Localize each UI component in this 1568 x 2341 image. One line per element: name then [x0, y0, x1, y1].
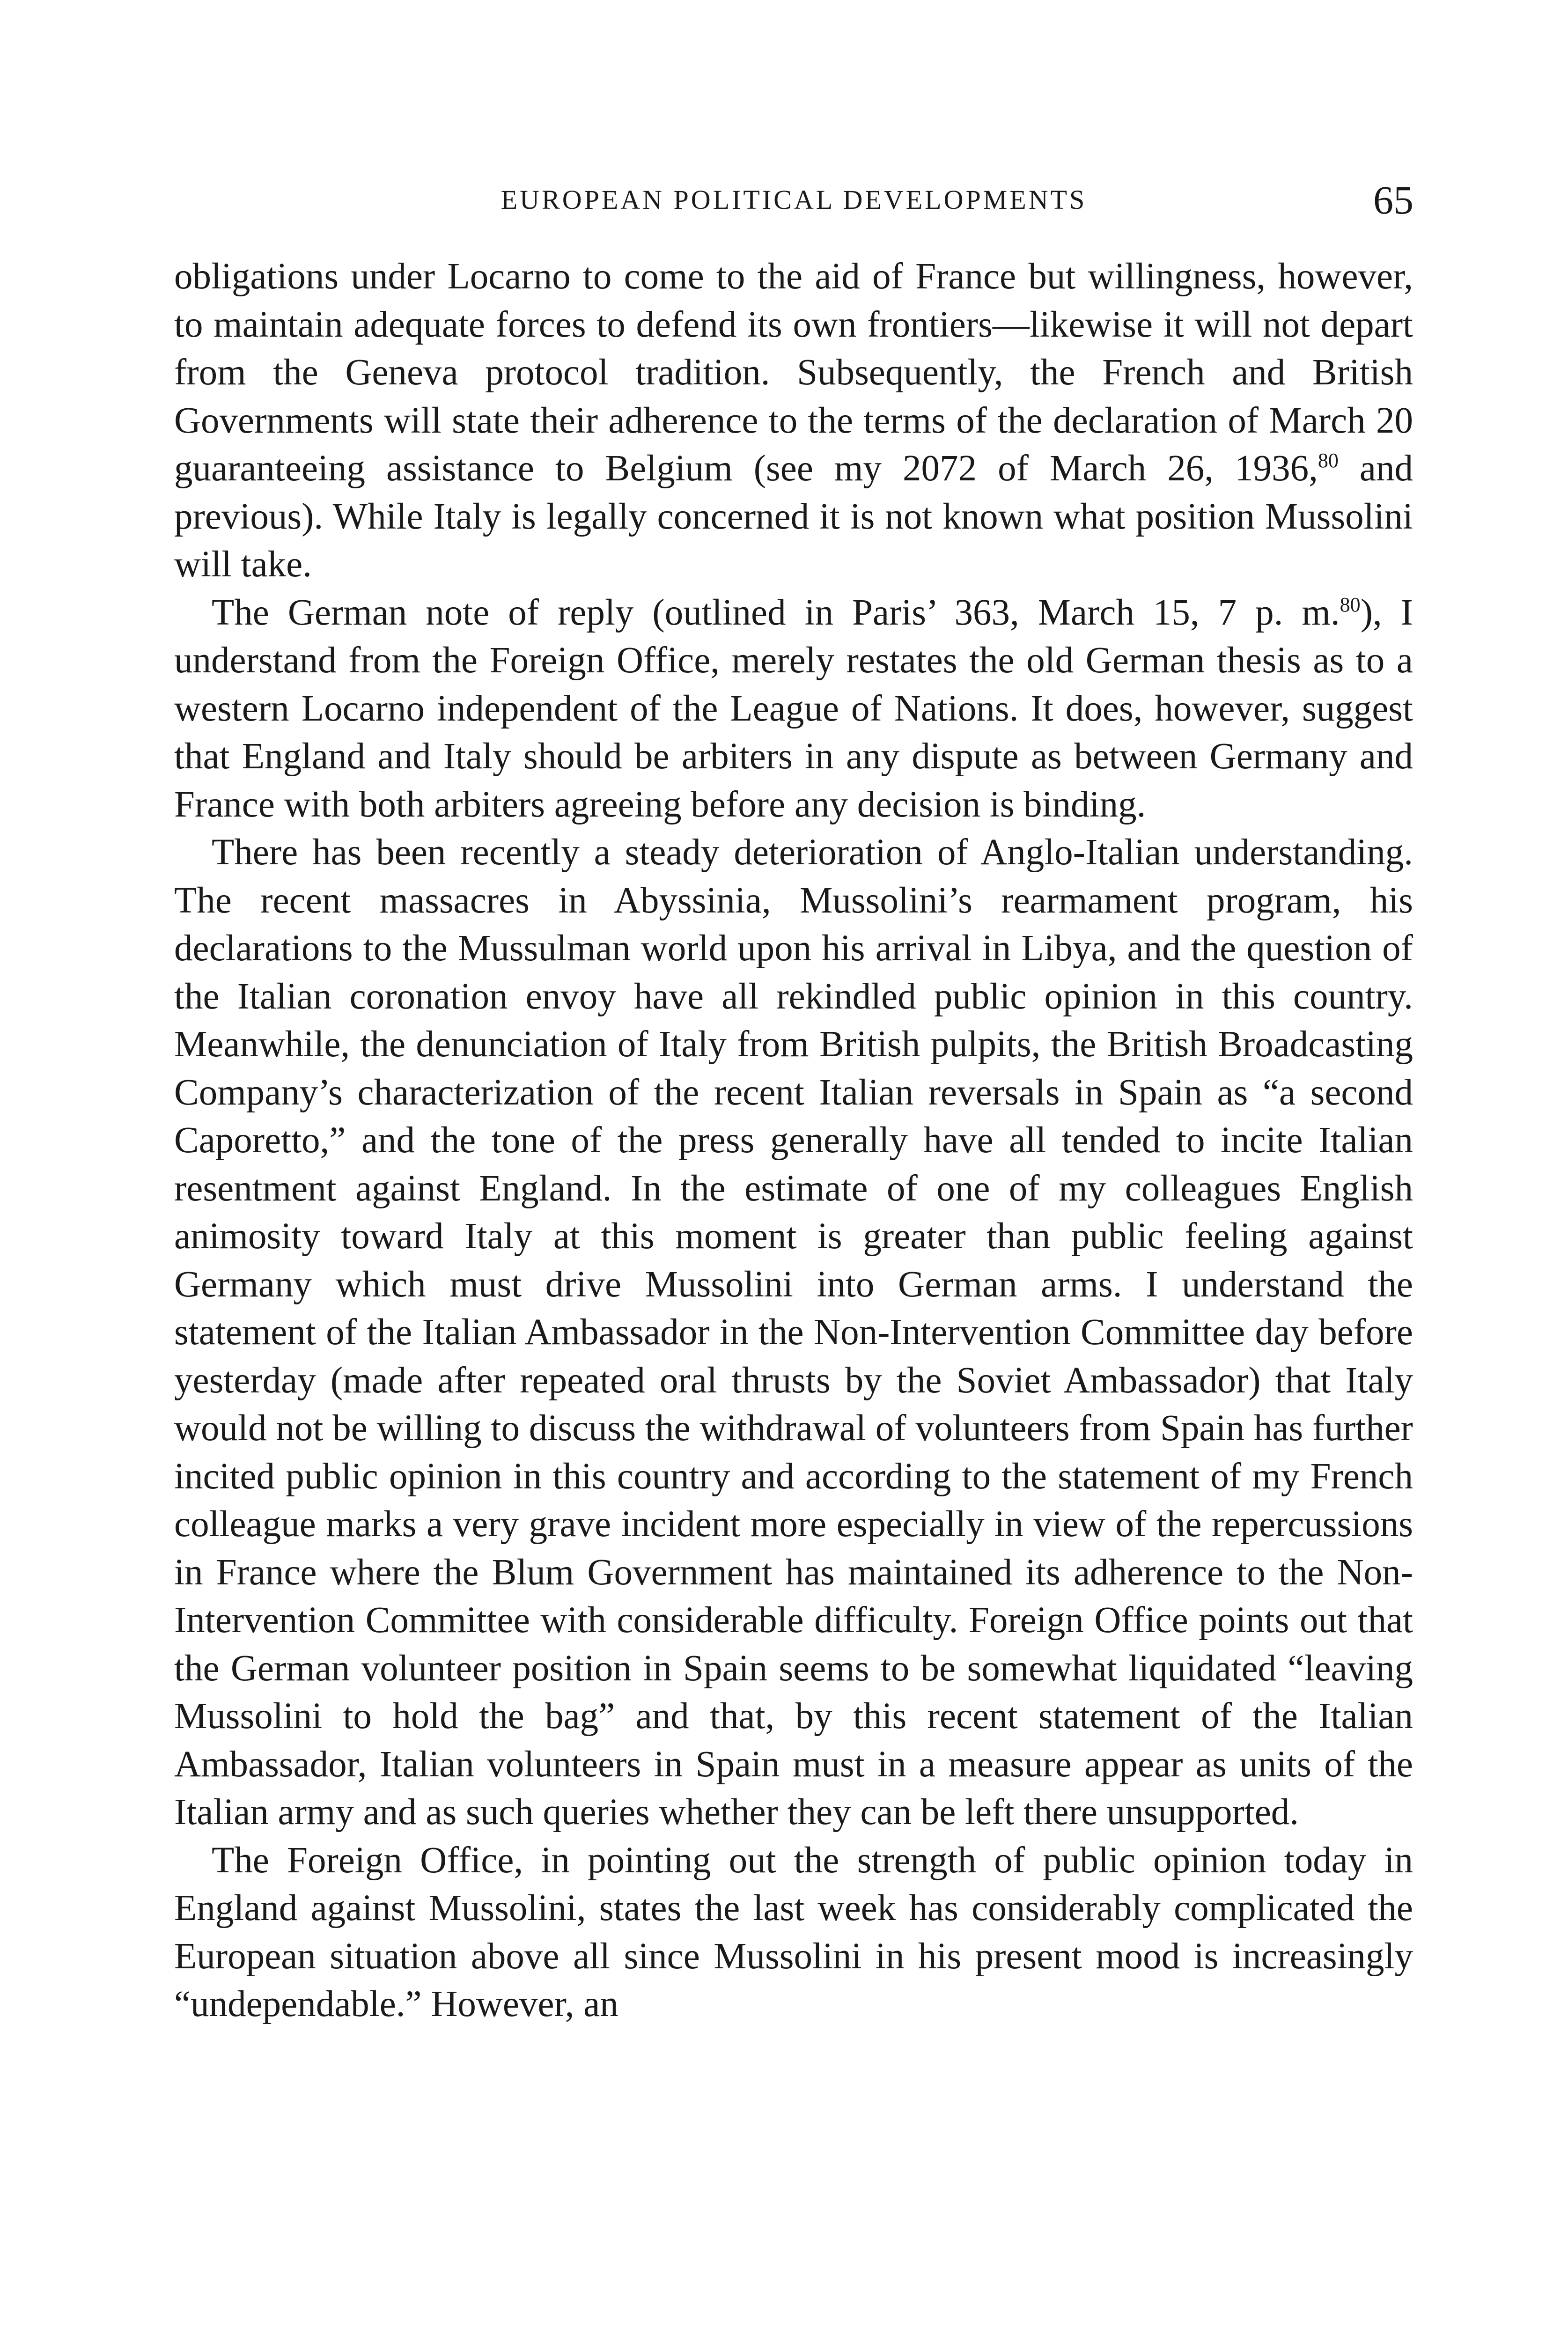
paragraph-1-text-a: obligations under Locarno to come to the aid of France but willingness, however, to maintain adequate forces to defend its own frontiers—likewise it will not depart from the Geneva protocol tradition. Subsequently, the French and British Governments will state their adherence to the terms of the declaration of March 20 guaranteeing assistance to Belgium (see my 2072 of March 26, 1936, — [174, 256, 1413, 489]
paragraph-1 — [174, 253, 1413, 589]
paragraph-2-text-b: ), I understand from the Foreign Office, merely restates the old German thesis as to a western Locarno independent of the League of Nations. It does, however, suggest that England and Italy should be arbiters in any dispute as between Germany and France with both arbiters agreeing before any decision is binding. — [174, 592, 1413, 825]
footnote-reference: 80 — [1340, 593, 1361, 616]
paragraph-2 — [174, 589, 1413, 829]
page-number: 65 — [1373, 177, 1413, 222]
footnote-reference: 80 — [1318, 449, 1339, 472]
paragraph-4: The Foreign Office, in pointing out the strength of public opinion today in England against Mussolini, states the last week has considerably complicated the European situation above all since Mussolini in his present mood is increasingly “undependable.” However, an — [174, 1840, 1413, 2024]
running-title: EUROPEAN POLITICAL DEVELOPMENTS — [501, 184, 1087, 215]
body-text — [174, 253, 1413, 2029]
paragraph-3: There has been recently a steady deterioration of Anglo-Italian understanding. The recent massacres in Abyssinia, Mussolini’s rearmament program, his declarations to the Mussulman world upon his arrival in Libya, and the question of the Italian coronation envoy have all rekindled public opinion in this country. Meanwhile, the denunciation of Italy from British pulpits, the British Broadcasting Company’s characterization of the recent Italian reversals in Spain as “a second Caporetto,” and the tone of the press generally have all tended to incite Italian resentment against England. In the estimate of one of my colleagues English animosity toward Italy at this moment is greater than public feeling against Germany which must drive Mussolini into German arms. I understand the statement of the Italian Ambassador in the Non-Intervention Committee day before yesterday (made after repeated oral thrusts by the Soviet Ambassador) that Italy would not be willing to discuss the withdrawal of volunteers from Spain has further incited public opinion in this country and according to the statement of my French colleague marks a very grave incident more especially in view of the repercussions in France where the Blum Government has maintained its adherence to the Non-Intervention Committee with considerable difficulty. Foreign Office points out that the German volunteer position in Spain seems to be somewhat liquidated “leaving Mussolini to hold the bag” and that, by this recent statement of the Italian Ambassador, Italian volunteers in Spain must in a measure appear as units of the Italian army and as such queries whether they can be left there unsupported. — [174, 832, 1413, 1833]
paragraph-1-text-b: and previous). While Italy is legally concerned it is not known what position Mussolini will take. — [174, 448, 1413, 585]
running-header — [174, 177, 1413, 227]
paragraph-2-text-a: The German note of reply (outlined in Paris’ 363, March 15, 7 p. m. — [212, 592, 1340, 633]
